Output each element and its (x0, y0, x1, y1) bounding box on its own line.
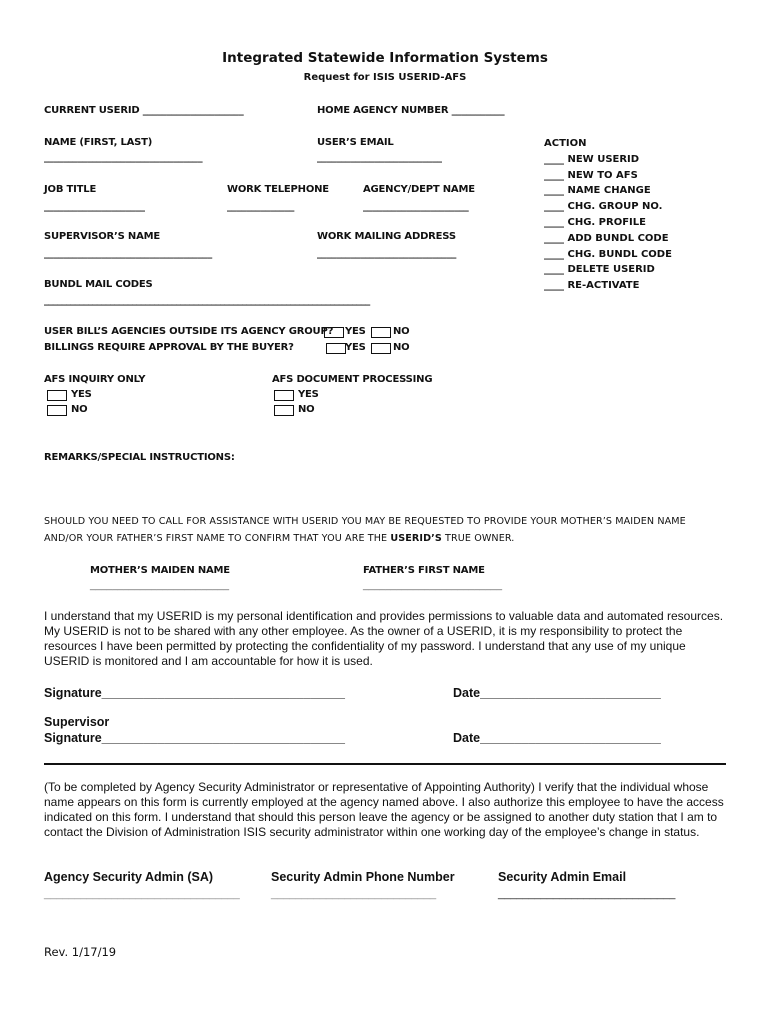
billing-q1-no-label: NO (393, 326, 410, 337)
admin-verification-statement: (To be completed by Agency Security Administrator or representative of Appointing Authority) I verify that the individual whose name appears on this form is currently employed at the agency named above. I also authorize this employee to have the access indicated on this form. I understand that should this person leave the agency or be assigned to another duty station that I am to contact the Division of Administration ISIS security administrator within one working day of the employee’s change in status. (44, 780, 724, 839)
section-divider (44, 763, 726, 765)
assistance-notice-line2: AND/OR YOUR FATHER’S FIRST NAME TO CONFIRM THAT YOU ARE THE USERID’S TRUE OWNER. (44, 533, 515, 544)
action-re-activate[interactable]: ____ RE-ACTIVATE (544, 280, 640, 292)
user-signature-field[interactable]: Signature___________________________________ (44, 686, 345, 700)
action-title: ACTION (544, 138, 587, 149)
afs-inquiry-no-label: NO (71, 404, 88, 415)
revision-date: Rev. 1/17/19 (44, 945, 117, 959)
afs-processing-yes-label: YES (298, 389, 319, 400)
supervisor-signature-field[interactable]: Signature___________________________________ (44, 731, 345, 745)
agency-security-admin-input-line[interactable]: ________________________________ (44, 888, 240, 900)
billing-q2-no-label: NO (393, 342, 410, 353)
page-title: Integrated Statewide Information Systems (222, 50, 548, 66)
mothers-maiden-name-label: MOTHER’S MAIDEN NAME (90, 565, 230, 576)
work-mailing-address-label: WORK MAILING ADDRESS (317, 231, 456, 242)
agency-dept-label: AGENCY/DEPT NAME (363, 184, 475, 195)
supervisor-name-label: SUPERVISOR’S NAME (44, 231, 161, 242)
supervisor-name-input-line[interactable]: ___________________________________ (44, 248, 213, 259)
billing-question-agency-group: USER BILL’S AGENCIES OUTSIDE ITS AGENCY GROUP? (44, 326, 334, 337)
name-label: NAME (FIRST, LAST) (44, 137, 153, 148)
bundl-mail-codes-label: BUNDL MAIL CODES (44, 279, 153, 290)
supervisor-date-field[interactable]: Date__________________________ (453, 731, 661, 745)
afs-processing-yes-checkbox[interactable] (274, 390, 294, 401)
afs-inquiry-no-checkbox[interactable] (47, 405, 67, 416)
action-chg-profile[interactable]: ____ CHG. PROFILE (544, 216, 646, 228)
billing-q2-yes-label: YES (345, 342, 366, 353)
work-telephone-input-line[interactable]: ______________ (227, 201, 295, 212)
action-add-bundl-code[interactable]: ____ ADD BUNDL CODE (544, 232, 669, 244)
mothers-maiden-name-input-line[interactable]: _________________________ (90, 580, 230, 591)
current-userid-field[interactable]: CURRENT USERID _____________________ (44, 105, 244, 116)
name-input-line[interactable]: _________________________________ (44, 152, 203, 163)
billing-q2-no-checkbox[interactable] (371, 343, 391, 354)
bundl-mail-codes-input-line[interactable]: __________________________________________________________________________ (44, 295, 370, 306)
fathers-first-name-label: FATHER’S FIRST NAME (363, 565, 485, 576)
security-admin-email-input-line[interactable]: _____________________________ (498, 888, 676, 900)
action-name-change[interactable]: ____ NAME CHANGE (544, 185, 651, 197)
security-admin-phone-label: Security Admin Phone Number (271, 870, 455, 884)
action-list (544, 136, 672, 294)
billing-q1-yes-checkbox[interactable] (324, 327, 344, 338)
assistance-notice-line1: SHOULD YOU NEED TO CALL FOR ASSISTANCE WITH USERID YOU MAY BE REQUESTED TO PROVIDE YOUR MOTHER’S MAIDEN NAME (44, 516, 686, 527)
afs-inquiry-yes-checkbox[interactable] (47, 390, 67, 401)
job-title-input-line[interactable]: _____________________ (44, 201, 145, 212)
work-telephone-label: WORK TELEPHONE (227, 184, 329, 195)
email-label: USER’S EMAIL (317, 137, 394, 148)
action-delete-userid[interactable]: ____ DELETE USERID (544, 264, 655, 276)
action-chg-group-no[interactable]: ____ CHG. GROUP NO. (544, 201, 663, 213)
afs-inquiry-yes-label: YES (71, 389, 92, 400)
fathers-first-name-input-line[interactable]: _________________________ (363, 580, 503, 591)
page-subtitle: Request for ISIS USERID-AFS (303, 72, 467, 83)
agency-dept-input-line[interactable]: ______________________ (363, 201, 469, 212)
action-new-userid[interactable]: ____ NEW USERID (544, 153, 640, 165)
supervisor-label: Supervisor (44, 715, 110, 729)
billing-question-approval: BILLINGS REQUIRE APPROVAL BY THE BUYER? (44, 342, 294, 353)
action-new-to-afs[interactable]: ____ NEW TO AFS (544, 169, 638, 181)
billing-q1-no-checkbox[interactable] (371, 327, 391, 338)
afs-processing-no-label: NO (298, 404, 315, 415)
security-admin-email-label: Security Admin Email (498, 870, 627, 884)
afs-inquiry-title: AFS INQUIRY ONLY (44, 374, 146, 385)
billing-q2-yes-checkbox[interactable] (326, 343, 346, 354)
security-admin-phone-input-line[interactable]: ___________________________ (271, 888, 437, 900)
userid-agreement-statement: I understand that my USERID is my personal identification and provides permissions to valuable data and automated resources. My USERID is not to be shared with any other employee. As the owner of a USERID, it is my responsibility to protect the resources I have been permitted by protecting the confidentiality of my password. I understand that any use of my unique USERID is monitored and I am accountable for how it is used. (44, 609, 724, 668)
action-chg-bundl-code[interactable]: ____ CHG. BUNDL CODE (544, 248, 672, 260)
billing-q1-yes-label: YES (345, 326, 366, 337)
home-agency-number-field[interactable]: HOME AGENCY NUMBER ___________ (317, 105, 505, 116)
afs-processing-no-checkbox[interactable] (274, 405, 294, 416)
work-mailing-address-input-line[interactable]: _____________________________ (317, 248, 457, 259)
job-title-label: JOB TITLE (44, 184, 97, 195)
agency-security-admin-label: Agency Security Admin (SA) (44, 870, 214, 884)
remarks-label: REMARKS/SPECIAL INSTRUCTIONS: (44, 452, 235, 463)
email-input-line[interactable]: __________________________ (317, 152, 442, 163)
user-date-field[interactable]: Date__________________________ (453, 686, 661, 700)
afs-doc-processing-title: AFS DOCUMENT PROCESSING (272, 374, 433, 385)
